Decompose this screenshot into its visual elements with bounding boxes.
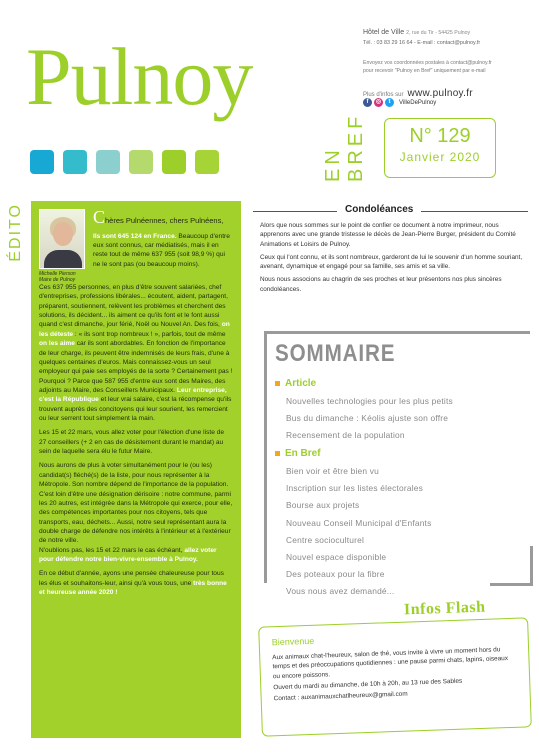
flash-paragraph: Ouvert du mardi au dimanche, de 10h à 20h, au 13 rue des Sables bbox=[273, 677, 463, 692]
sommaire-title: SOMMAIRE bbox=[275, 340, 396, 367]
town-hall-contact bbox=[363, 28, 533, 47]
website-link[interactable]: www.pulnoy.fr bbox=[407, 88, 473, 99]
caption-role: Maire de Pulnoy bbox=[39, 277, 76, 283]
sommaire-item[interactable]: Bus du dimanche : Kéolis ajuste son offre bbox=[286, 413, 449, 424]
newsletter-line-1: Envoyez vos coordonnées postales à contact@pulnoy.fr bbox=[363, 60, 492, 66]
sommaire-item[interactable]: Inscription sur les listes électorales bbox=[286, 483, 423, 494]
sommaire-item[interactable]: Nouvel espace disponible bbox=[286, 552, 387, 563]
newsletter-line-2: pour recevoir "Pulnoy en Bref" uniquement par e-mail bbox=[363, 67, 486, 74]
sommaire-item[interactable]: Nouveau Conseil Municipal d'Enfants bbox=[286, 517, 432, 528]
flash-title: Bienvenue bbox=[271, 635, 315, 648]
flash-contact[interactable]: Contact : auxanimauxchatlheureux@gmail.com bbox=[273, 690, 408, 703]
issue-date: Janvier 2020 bbox=[399, 150, 481, 164]
infos-flash-box bbox=[258, 617, 532, 736]
drop-cap: C bbox=[93, 207, 106, 227]
sommaire-item[interactable]: Centre socioculturel bbox=[286, 534, 365, 545]
sommaire-item[interactable]: Recensement de la population bbox=[286, 430, 405, 441]
article-items bbox=[286, 393, 453, 445]
logo-pulnoy: Pulnoy bbox=[26, 31, 253, 122]
condoleances-text bbox=[260, 221, 526, 298]
contact-address: 2, rue du Tir - 54425 Pulnoy bbox=[406, 30, 471, 36]
twitter-icon[interactable]: t bbox=[385, 98, 394, 107]
contact-tel: Tél. : 03 83 29 16 64 - E-mail : contact@pulnoy.fr bbox=[363, 39, 481, 46]
mayor-portrait bbox=[39, 209, 89, 283]
color-square bbox=[129, 150, 153, 174]
newsletter-info bbox=[363, 60, 533, 75]
color-square bbox=[162, 150, 186, 174]
photo-caption bbox=[39, 271, 89, 283]
sommaire-item[interactable]: Nouvelles technologies pour les plus petits bbox=[286, 396, 453, 406]
color-squares bbox=[30, 150, 219, 174]
edito-paragraph-4: Nous aurons de plus à voter simultanément pour le (ou les) candidat(s) fléché(s) de la liste, pour nous représenter à la Métropole. Son nombre dépend de l'importance de la population. C'est loin d'être une désignation dérisoire : notre commune, parmi les 20 autres, est intégrée dans la Métropole qui exerce, pour elle, des compétences importantes pour nos citoyens, tels que transports, eau, déchets... Aussi, notre seul représentant aura la double charge de défendre nos intérêts à l'intérieur et à l'extérieur de notre ville. bbox=[39, 462, 233, 545]
en-bref-items bbox=[286, 463, 431, 601]
edito-label: ÉDITO bbox=[7, 202, 24, 262]
caption-name: Michelle Pierson bbox=[39, 271, 76, 277]
facebook-icon[interactable]: f bbox=[363, 98, 372, 107]
color-square bbox=[195, 150, 219, 174]
condoleances-paragraph: Ceux qui l'ont connu, et ils sont nombreux, garderont de lui le souvenir d'un homme souriant, avenant, dynamique et engagé pour sa famille, ses amis et sa ville. bbox=[260, 253, 523, 271]
condoleances-paragraph: Alors que nous sommes sur le point de confier ce document à notre imprimeur, nous apprenons avec une grande tristesse le décès de Jean-Pierre Burger, président du Comité Animations et Loisirs de Pulnoy. bbox=[260, 222, 516, 248]
infos-flash-label: Infos Flash bbox=[403, 598, 486, 619]
contact-title: Hôtel de Ville bbox=[363, 29, 405, 36]
edito-paragraph-2: Ces 637 955 personnes, en plus d'être souvent salariées, chef d'entreprises, professions libérales... écoutent, aident, partagent, préparent, soutiennent, relèvent les problèmes et cherchent des solutions, ils décident... ils aiment ce qu'ils font et le font aussi quand c'est dimanche, jour férié, Noël ou Nouvel An. Des fois, on les déteste : « ils sont trop nombreux ! », parfois, tout de même on les aime car ils sont abordables. En fonction de l'importance de leur charge, ils peuvent être indemnisés de leurs frais, d'une à quelques centaines d'euros. Mais connaissez-vous un seul employeur qui paie ses employés de la sorte ? Certainement pas ! Pourquoi ? Parce que 587 955 d'entre eux sont des Maires, des adjoints au Maire, des Conseillers Municipaux. Leur entreprise, c'est la République et leur vrai salaire, c'est la récompense qu'ils trouvent auprès des concitoyens qui leur sourient, les remercient ou leur serrent tout simplement la main. bbox=[39, 284, 233, 423]
sommaire-item[interactable]: Bien voir et être bien vu bbox=[286, 466, 379, 476]
bullet-square-icon bbox=[275, 381, 280, 386]
mayor-photo bbox=[39, 209, 85, 269]
issue-number: N° 129 bbox=[409, 125, 471, 147]
condoleances-paragraph: Nous nous associons au chagrin de ses proches et leur présentons nos plus sincères condoléances. bbox=[260, 276, 502, 293]
flash-paragraph: Aux animaux chat-l'heureux, salon de thé, vous invite à vivre un moment hors du temps et des préoccupations quotidiennes : une pause parmi chats, lapins, oiseaux ou encore poissons. bbox=[272, 646, 509, 680]
section-en-bref: En Bref bbox=[275, 448, 321, 459]
sommaire-item[interactable]: Des poteaux pour la fibre bbox=[286, 569, 385, 580]
color-square bbox=[30, 150, 54, 174]
sommaire-item[interactable]: Bourse aux projets bbox=[286, 500, 360, 511]
instagram-icon[interactable]: ◎ bbox=[375, 99, 382, 105]
edito-paragraph-1: Ils sont 645 124 en France. Beaucoup d'entre eux sont connus, car médiatisés, mais il en reste tout de même 637 955 (soit 98,9 %) qui ne le sont pas (ou beaucoup moins). bbox=[93, 232, 230, 268]
section-article: Article bbox=[275, 378, 316, 389]
follow-label: Plus d'infos sur bbox=[363, 92, 404, 98]
social-links bbox=[363, 98, 436, 107]
en-bref-label: EN BREF bbox=[322, 112, 367, 182]
edito-paragraph-5: N'oublions pas, les 15 et 22 mars le cas échéant, allez voter pour défendre notre bien-vivre-ensemble à Pulnoy. bbox=[39, 546, 217, 564]
edito-paragraph-3: Les 15 et 22 mars, vous allez voter pour l'élection d'une liste de 27 conseillers (+ 2 en cas de désistement durant le mandat) au sein de laquelle sera élu le futur Maire. bbox=[39, 429, 225, 456]
flash-text bbox=[272, 645, 518, 704]
sommaire-item[interactable]: Vous nous avez demandé... bbox=[286, 586, 395, 597]
edito-column bbox=[31, 201, 241, 738]
condoleances-heading: Condoléances bbox=[253, 204, 528, 218]
issue-box bbox=[384, 118, 496, 178]
bullet-square-icon bbox=[275, 451, 280, 456]
greeting: Chères Pulnéennes, chers Pulnéens, bbox=[93, 207, 224, 227]
edito-paragraph-6: En ce début d'année, ayons une pensée chaleureuse pour tous les élus et souhaitons-leur, ainsi qu'à vous tous, une très bonne et heureuse année 2020 ! bbox=[39, 570, 227, 597]
social-handle[interactable]: VilleDePulnoy bbox=[399, 99, 437, 106]
color-square bbox=[96, 150, 120, 174]
color-square bbox=[63, 150, 87, 174]
